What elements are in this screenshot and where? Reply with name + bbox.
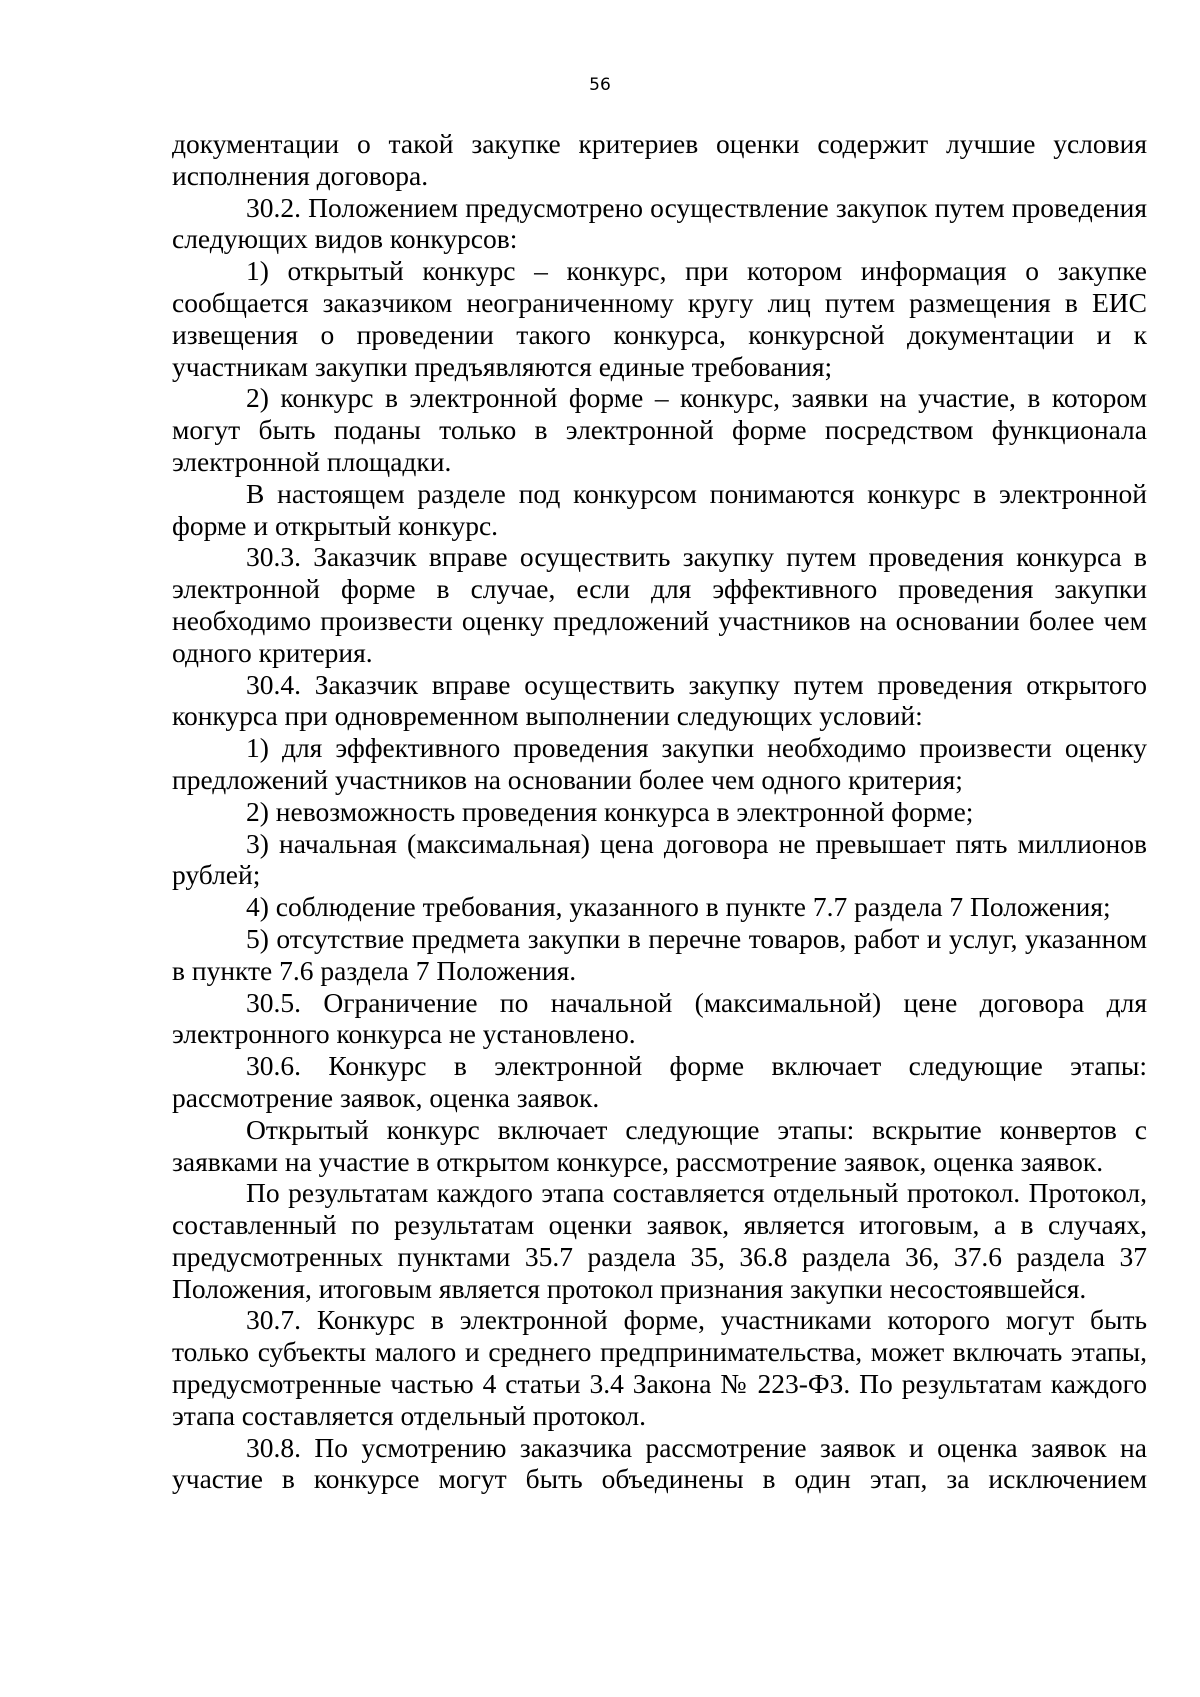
paragraph: Открытый конкурс включает следующие этапы: вскрытие конвертов с заявками на участие в открытом конкурсе, рассмотрение заявок, оценка заявок.: [172, 1113, 1147, 1177]
paragraph: 30.8. По усмотрению заказчика рассмотрение заявок и оценка заявок на участие в конкурсе могут быть объединены в один этап, за исключением: [172, 1431, 1147, 1495]
paragraph: 5) отсутствие предмета закупки в перечне товаров, работ и услуг, указанном в пункте 7.6 раздела 7 Положения.: [172, 922, 1147, 986]
paragraph: документации о такой закупке критериев оценки содержит лучшие условия исполнения договора.: [172, 128, 1147, 191]
paragraph: 1) открытый конкурс – конкурс, при котором информация о закупке сообщается заказчиком неограниченному кругу лиц путем размещения в ЕИС извещения о проведении такого конкурса, конкурсной документации и к участникам закупки предъявляются единые требования;: [172, 255, 1147, 382]
document-body: [172, 128, 1147, 1495]
paragraph: 2) невозможность проведения конкурса в электронной форме;: [246, 795, 974, 827]
paragraph: 4) соблюдение требования, указанного в пункте 7.7 раздела 7 Положения;: [246, 891, 1111, 923]
paragraph: 30.6. Конкурс в электронной форме включает следующие этапы: рассмотрение заявок, оценка заявок.: [172, 1050, 1147, 1113]
paragraph: 3) начальная (максимальная) цена договора не превышает пять миллионов рублей;: [172, 827, 1147, 891]
paragraph: 30.7. Конкурс в электронной форме, участниками которого могут быть только субъекты малого и среднего предпринимательства, может включать этапы, предусмотренные частью 4 статьи 3.4 Закона № 223-ФЗ. По результатам каждого этапа составляется отдельный протокол.: [172, 1304, 1147, 1431]
paragraph: 30.2. Положением предусмотрено осуществление закупок путем проведения следующих видов конкурсов:: [172, 191, 1147, 255]
paragraph: 2) конкурс в электронной форме – конкурс, заявки на участие, в котором могут быть поданы только в электронной форме посредством функционала электронной площадки.: [172, 382, 1147, 477]
paragraph: 1) для эффективного проведения закупки необходимо произвести оценку предложений участников на основании более чем одного критерия;: [172, 732, 1147, 795]
page-number: 56: [589, 75, 611, 95]
paragraph: По результатам каждого этапа составляется отдельный протокол. Протокол, составленный по результатам оценки заявок, является итоговым, а в случаях, предусмотренных пунктами 35.7 раздела 35, 36.8 раздела 36, 37.6 раздела 37 Положения, итоговым является протокол признания закупки несостоявшейся.: [172, 1177, 1147, 1304]
paragraph: В настоящем разделе под конкурсом понимаются конкурс в электронной форме и открытый конкурс.: [172, 477, 1147, 541]
paragraph: 30.5. Ограничение по начальной (максимальной) цене договора для электронного конкурса не установлено.: [172, 986, 1147, 1050]
paragraph: 30.4. Заказчик вправе осуществить закупку путем проведения открытого конкурса при одновременном выполнении следующих условий:: [172, 668, 1147, 732]
paragraph: 30.3. Заказчик вправе осуществить закупку путем проведения конкурса в электронной форме в случае, если для эффективного проведения закупки необходимо произвести оценку предложений участников на основании более чем одного критерия.: [172, 541, 1147, 668]
